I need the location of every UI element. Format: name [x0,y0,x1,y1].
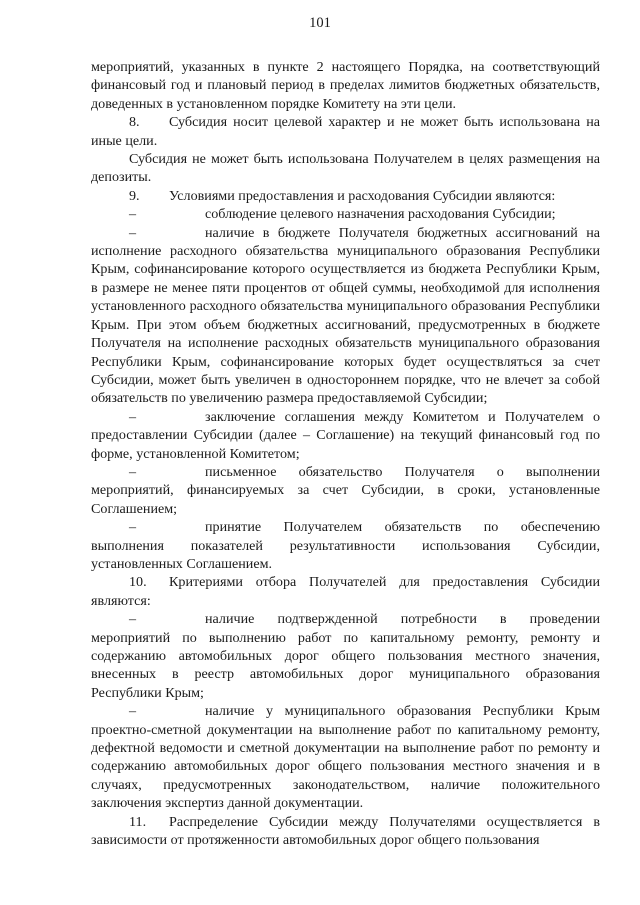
paragraph [91,518,600,573]
paragraph [91,610,600,702]
paragraph-text: наличие у муниципального образования Республики Крым проектно-сметной документации на выполнение работ по капитальному ремонту, дефектной ведомости и сметной документации на выполнение работ по ремонту и содержанию автомобильных дорог общего пользования местного значения и в случаях, предусмотренных законодательством, наличие положительного заключения экспертиз данной документации. [91,703,600,812]
paragraph [91,205,600,223]
paragraph [91,113,600,150]
paragraph [91,813,600,850]
paragraph-text: заключение соглашения между Комитетом и Получателем о предоставлении Субсидии (далее – Соглашение) на текущий финансовый год по форме, установленной Комитетом; [91,408,600,462]
paragraph-text: принятие Получателем обязательств по обеспечению выполнения показателей результативности использования Субсидии, установленных Соглашением. [91,519,600,572]
list-dash: – [129,703,137,720]
paragraph-text: письменное обязательство Получателя о выполнении мероприятий, финансируемых за счет Субсидии, в сроки, установленные Соглашением; [91,463,600,517]
list-dash: – [129,408,137,425]
list-dash: – [129,463,137,480]
paragraph [91,408,600,463]
paragraph [91,224,600,408]
paragraph [91,58,600,113]
page-number: 101 [309,15,331,31]
paragraph-number: 10. [129,574,147,591]
paragraph-text: Условиями предоставления и расходования Субсидии являются: [169,187,556,204]
list-dash: – [129,206,137,223]
paragraph-text: Субсидия носит целевой характер и не может быть использована на иные цели. [91,114,600,149]
paragraph-text: наличие в бюджете Получателя бюджетных ассигнований на исполнение расходного обязательства муниципального образования Республики Крым, софинансирование которого осуществляется из бюджета Республики Крым, в размере не менее пяти процентов от общей суммы, необходимой для исполнения установленного расходного обязательства муниципального образования Республики Крым. При этом объем бюджетных ассигнований, предусмотренных в бюджете Получателя на исполнение расходных обязательств муниципального образования Республики Крым, софинансирование которых будет осуществляться за счет Субсидии, может быть увеличен в одностороннем порядке, что не влечет за собой обязательств по увеличению размера предоставляемой Субсидии; [91,224,600,407]
paragraph-text: Критериями отбора Получателей для предоставления Субсидии являются: [91,574,600,609]
paragraph [91,187,600,205]
list-dash: – [129,519,137,536]
paragraph-text: Распределение Субсидии между Получателями осуществляется в зависимости от протяженности автомобильных дорог общего пользования [91,813,600,849]
paragraph [91,573,600,610]
paragraph-text: соблюдение целевого назначения расходования Субсидии; [205,206,556,223]
paragraph-number: 9. [129,187,140,204]
paragraph-text: Субсидия не может быть использована Получателем в целях размещения на депозиты. [91,151,600,186]
document-body [91,58,600,849]
paragraph-text: мероприятий, указанных в пункте 2 настоящего Порядка, на соответствующий финансовый год и плановый период в пределах лимитов бюджетных обязательств, доведенных в установленном порядке Комитету на эти цели. [91,59,600,112]
list-dash: – [129,611,137,628]
paragraph [91,463,600,518]
paragraph-number: 11. [129,813,147,830]
list-dash: – [129,224,137,241]
paragraph [91,702,600,812]
paragraph [91,150,600,187]
paragraph-number: 8. [129,114,140,131]
paragraph-text: наличие подтвержденной потребности в проведении мероприятий по выполнению работ по капитальному ремонту, ремонту и содержанию автомобильных дорог общего пользования местного значения, внесенных в реестр автомобильных дорог муниципального образования Республики Крым; [91,611,600,701]
